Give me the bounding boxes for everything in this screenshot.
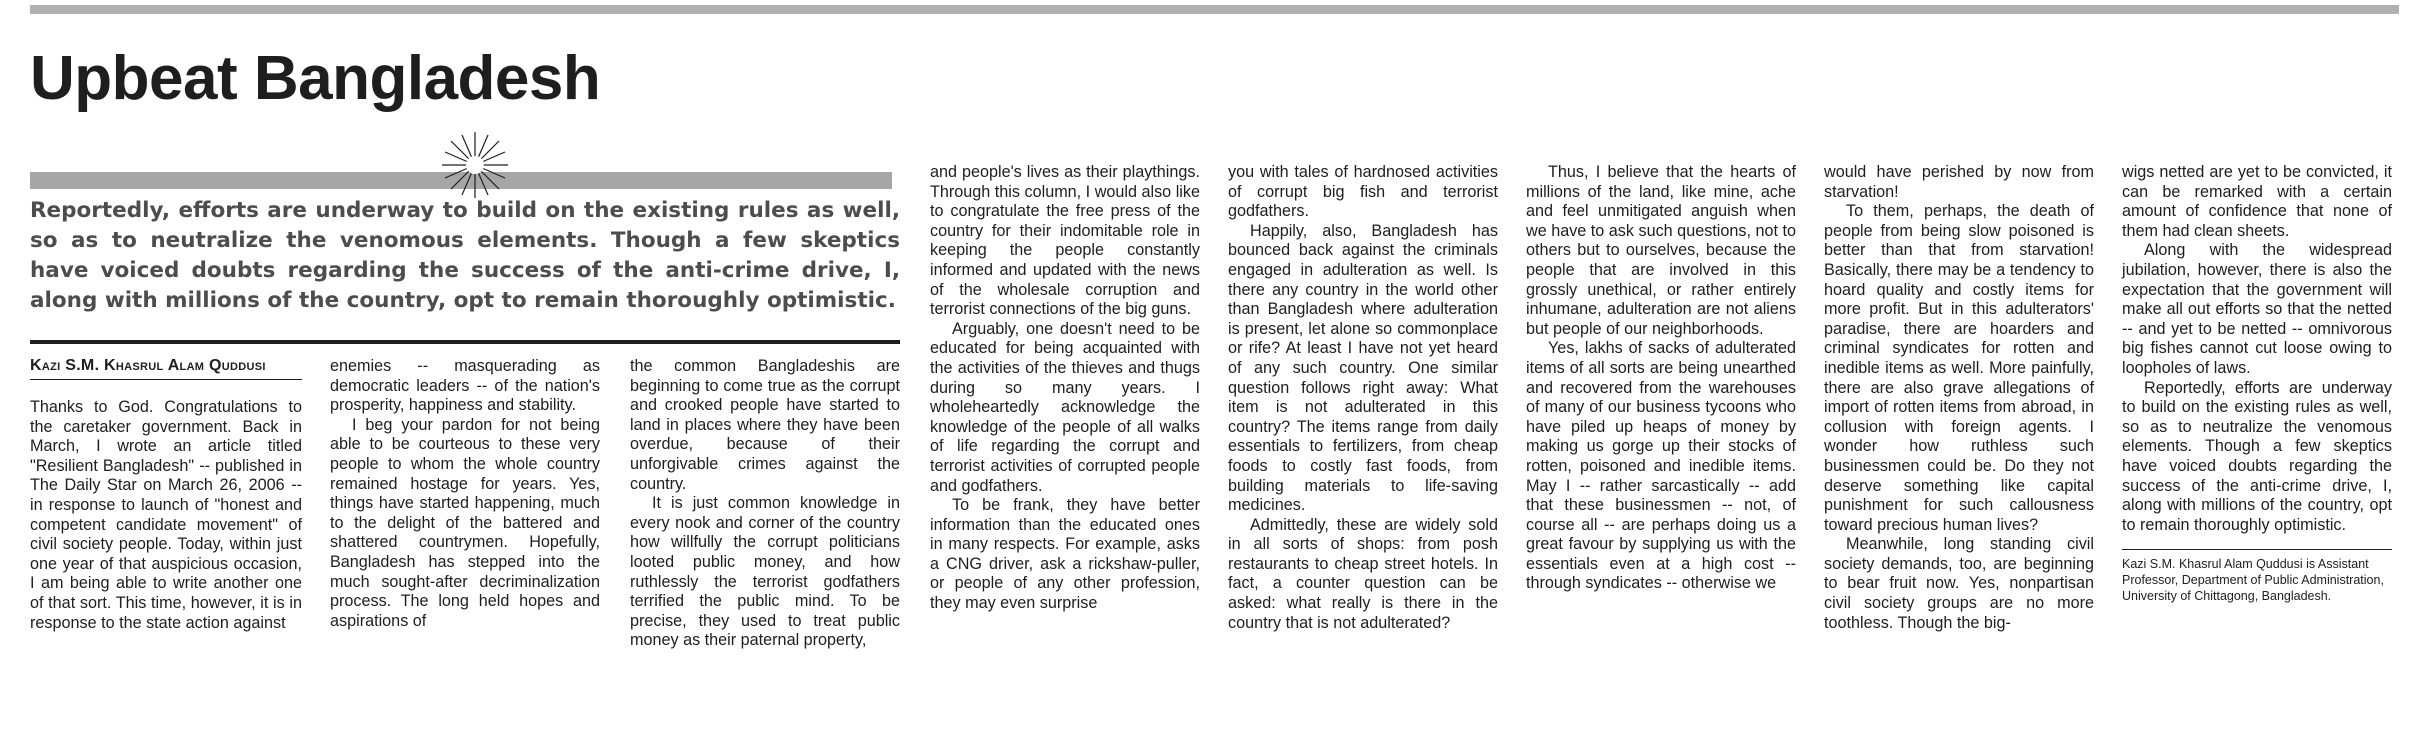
article-column-8	[2122, 163, 2392, 604]
headline: Upbeat Bangladesh	[30, 44, 601, 113]
paragraph: Happily, also, Bangladesh has bounced back against the criminals engaged in adulteration as well. Is there any country in the world other than Bangladesh where adulteration is present, let alone so commonplace or rife? At least I have not yet heard of any such country. One similar question follows right away: What item is not adulterated in this country? The items range from daily essentials to fertilizers, from cheap foods to costly fast foods, from building materials to life-saving medicines.	[1228, 221, 1498, 515]
article-column-6	[1526, 163, 1796, 594]
paragraph: would have perished by now from starvation!	[1824, 163, 2094, 201]
byline: Kazi S.M. Khasrul Alam Quddusi	[30, 357, 302, 380]
article-column-7	[1824, 163, 2094, 633]
paragraph: you with tales of hardnosed activities of corrupt big fish and terrorist godfathers.	[1228, 163, 1498, 221]
paragraph: Admittedly, these are widely sold in all sorts of shops: from posh restaurants to cheap street hotels. In fact, a counter question can be asked: what really is there in the country that is not adulterated?	[1228, 515, 1498, 632]
paragraph: enemies -- masquerading as democratic leaders -- of the nation's prosperity, happiness and stability.	[330, 357, 600, 415]
paragraph: It is just common knowledge in every nook and corner of the country how willfully the corrupt politicians looted public money, and how ruthlessly the terrorist godfathers terrified the public mind. To be precise, they used to treat public money as their paternal property,	[630, 494, 900, 650]
paragraph: Reportedly, efforts are underway to build on the existing rules as well, so as to neutralize the venomous elements. Though a few skeptics have voiced doubts regarding the success of the anti-crime drive, I, along with millions of the country, opt to remain thoroughly optimistic.	[2122, 378, 2392, 534]
paragraph: the common Bangladeshis are beginning to come true as the corrupt and crooked people have started to land in places where they have been overdue, because of their unforgivable crimes against the country.	[630, 357, 900, 493]
author-bio: Kazi S.M. Khasrul Alam Quddusi is Assistant Professor, Department of Public Administration, University of Chittagong, Bangladesh.	[2122, 557, 2384, 604]
pull-quote-rule	[30, 340, 900, 344]
starburst-icon	[440, 130, 510, 200]
top-rule	[30, 5, 2399, 14]
article-column-1	[30, 357, 302, 633]
paragraph: To them, perhaps, the death of people from being slow poisoned is better than that from starvation! Basically, there may be a tendency to hoard quality and costly items for more profit. But in this adulterators' paradise, there are hoarders and criminal syndicates for rotten and inedible items as well. More painfully, there are also grave allegations of import of rotten items from abroad, in collusion with foreign agents. I wonder how ruthless such businessmen could be. Do they not deserve something like capital punishment for such callousness toward precious human lives?	[1824, 202, 2094, 534]
paragraph: wigs netted are yet to be convicted, it can be remarked with a certain amount of confidence that none of them had clean sheets.	[2122, 163, 2392, 240]
article-column-2	[330, 357, 600, 631]
article-column-4	[930, 163, 1200, 614]
paragraph: I beg your pardon for not being able to be courteous to these very people to whom the whole country remained hostage for years. Yes, things have started happening, much to the delight of the battered and shattered countrymen. Hopefully, Bangladesh has stepped into the much sought-after decriminalization process. The long held hopes and aspirations of	[330, 415, 600, 630]
paragraph: Arguably, one doesn't need to be educated for being acquainted with the activities of the thieves and thugs during so many years. I wholeheartedly acknowledge the knowledge of the people of all walks of life regarding the corrupt and terrorist activities of corrupted people and godfathers.	[930, 319, 1200, 495]
paragraph: Thanks to God. Congratulations to the caretaker government. Back in March, I wrote an article titled "Resilient Bangladesh" -- published in The Daily Star on March 26, 2006 -- in response to launch of "honest and competent candidate movement" of civil society people. Today, within just one year of that auspicious occasion, I am being able to write another one of that sort. This time, however, it is in response to the state action against	[30, 398, 302, 632]
pull-quote: Reportedly, efforts are underway to build on the existing rules as well, so as to neutralize the venomous elements. Though a few skeptics have voiced doubts regarding the success of the anti-crime drive, I, along with millions of the country, opt to remain thoroughly optimistic.	[30, 198, 900, 313]
paragraph: To be frank, they have better information than the educated ones in many respects. For example, asks a CNG driver, ask a rickshaw-puller, or people of any other profession, they may even surprise	[930, 496, 1200, 613]
paragraph: Yes, lakhs of sacks of adulterated items of all sorts are being unearthed and recovered from the warehouses of many of our business tycoons who have piled up heaps of money by making us gorge up their stocks of rotten, poisoned and inedible items. May I -- rather sarcastically -- add that these businessmen -- not, of course all -- are perhaps doing us a great favour by supplying us with the essentials even at a high cost -- through syndicates -- otherwise we	[1526, 339, 1796, 593]
author-bio-rule	[2122, 549, 2392, 550]
paragraph: and people's lives as their playthings. Through this column, I would also like to congratulate the free press of the country for their indomitable role in keeping the people constantly informed and updated with the news of the wholesale corruption and terrorist connections of the big guns.	[930, 163, 1200, 319]
paragraph: Meanwhile, long standing civil society demands, too, are beginning to bear fruit now. Yes, nonpartisan civil society groups are no more toothless. Though the big-	[1824, 535, 2094, 632]
paragraph: Along with the widespread jubilation, however, there is also the expectation that the government will make all out efforts so that the netted -- and yet to be netted -- omnivorous big fishes cannot cut loose owing to loopholes of laws.	[2122, 241, 2392, 377]
paragraph: Thus, I believe that the hearts of millions of the land, like mine, ache and feel unmitigated anguish when we have to ask such questions, not to others but to ourselves, because the people that are involved in this grossly unethical, or rather entirely inhumane, adulteration are not aliens but people of our neighborhoods.	[1526, 163, 1796, 338]
article-column-3	[630, 357, 900, 651]
article-column-5	[1228, 163, 1498, 633]
